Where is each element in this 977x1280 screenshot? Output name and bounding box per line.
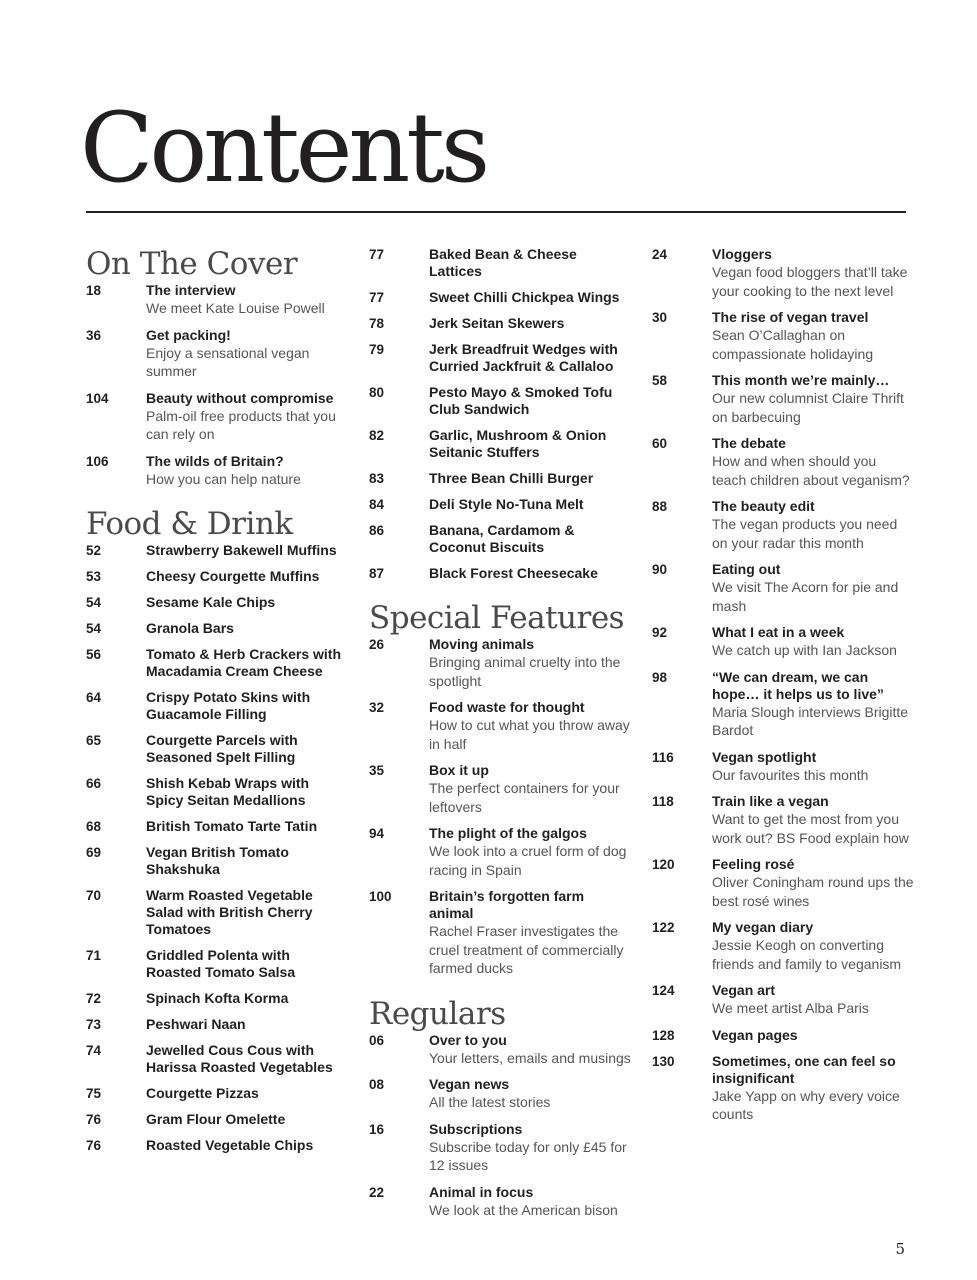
entry-page-number: 70 [86, 888, 102, 903]
entry-description: Sean O’Callaghan on compassionate holidaying [712, 327, 874, 362]
entry-body [146, 775, 348, 809]
contents-entry [86, 844, 348, 878]
entry-page-number: 32 [369, 700, 385, 715]
entry-description: We meet Kate Louise Powell [146, 300, 325, 316]
entry-body [146, 1111, 348, 1128]
entry-page-number: 73 [86, 1017, 102, 1032]
entry-title: The wilds of Britain? [146, 452, 284, 469]
entry-title: Feeling rosé [712, 856, 795, 872]
entry-description: The perfect containers for your leftovers [429, 780, 620, 815]
entry-body [429, 384, 631, 418]
entry-title: Garlic, Mushroom & Onion Seitanic Stuffers [429, 427, 607, 460]
contents-entry [652, 1053, 914, 1124]
entry-description: Our new columnist Claire Thrift on barbecuing [712, 390, 904, 425]
entry-title: Banana, Cardamom & Coconut Biscuits [429, 522, 575, 555]
entry-title: Courgette Parcels with Seasoned Spelt Filling [146, 732, 298, 765]
entry-page-number: 98 [652, 669, 668, 685]
contents-entry [369, 496, 631, 513]
contents-entry [369, 888, 631, 978]
section-on-the-cover [86, 246, 348, 488]
entry-page-number: 58 [652, 373, 668, 388]
entry-body [146, 1137, 348, 1154]
entry-body [429, 1076, 631, 1112]
entry-body [712, 309, 914, 363]
entry-title: Vloggers [712, 246, 772, 262]
entry-title: Sesame Kale Chips [146, 594, 276, 610]
contents-entry [652, 435, 914, 489]
title-divider [86, 211, 906, 213]
entry-page-number: 24 [652, 247, 668, 262]
entry-body [712, 624, 914, 660]
entry-description: Enjoy a sensational vegan summer [146, 344, 310, 379]
entry-body [429, 1184, 631, 1220]
entry-page-number: 56 [86, 647, 102, 662]
contents-entry [86, 1042, 348, 1076]
entry-body [146, 1016, 348, 1033]
contents-entry [86, 1085, 348, 1102]
entry-title: Vegan British Tomato Shakshuka [146, 844, 289, 877]
section-title: Special Features [369, 600, 625, 636]
entry-body [146, 818, 348, 835]
entry-page-number: 22 [369, 1184, 385, 1200]
entry-description: Want to get the most from you work out? BS Food explain how [712, 811, 909, 846]
entry-page-number: 72 [86, 991, 102, 1006]
contents-entry [652, 856, 914, 910]
entry-body [712, 498, 914, 552]
section-title: Regulars [369, 995, 506, 1032]
contents-entry [652, 669, 914, 740]
entry-body [429, 699, 631, 753]
contents-entry [369, 699, 631, 753]
entry-page-number: 26 [369, 637, 385, 652]
entry-description: Your letters, emails and musings [429, 1049, 631, 1066]
contents-entry [369, 522, 631, 556]
entry-body [146, 390, 348, 444]
entry-page-number: 94 [369, 826, 385, 841]
entry-body [146, 568, 348, 585]
entry-body [429, 522, 631, 556]
entry-title: Box it up [429, 762, 489, 778]
entry-description: How you can help nature [146, 470, 301, 487]
entry-title: The rise of vegan travel [712, 309, 869, 325]
entry-page-number: 08 [369, 1077, 385, 1092]
entry-body [146, 594, 348, 611]
entry-description: Maria Slough interviews Brigitte Bardot [712, 703, 909, 738]
contents-entry [86, 568, 348, 585]
contents-entry [369, 427, 631, 461]
entry-body [146, 689, 348, 723]
contents-entry [652, 372, 914, 426]
entry-body [712, 561, 914, 615]
entry-body [146, 282, 348, 318]
entry-description: Palm-oil free products that you can rely on [146, 407, 336, 442]
entry-page-number: 84 [369, 497, 385, 512]
entry-page-number: 79 [369, 342, 385, 357]
contents-column-1 [86, 246, 348, 1163]
contents-entry [369, 1121, 631, 1175]
entry-page-number: 06 [369, 1032, 385, 1048]
entry-body [712, 246, 914, 300]
entry-page-number: 87 [369, 566, 385, 581]
entry-title: What I eat in a week [712, 624, 845, 640]
entry-body [429, 470, 631, 487]
contents-entry [369, 289, 631, 306]
entry-body [712, 372, 914, 426]
entry-title: Get packing! [146, 326, 231, 343]
entry-description: We catch up with Ian Jackson [712, 642, 897, 658]
entry-page-number: 75 [86, 1086, 102, 1101]
entry-title: Granola Bars [146, 620, 234, 636]
entry-title: Food waste for thought [429, 699, 585, 715]
contents-entry [86, 689, 348, 723]
entry-body [712, 982, 914, 1018]
contents-entry [652, 561, 914, 615]
entry-page-number: 130 [652, 1053, 675, 1069]
entry-description: We look into a cruel form of dog racing in Spain [429, 843, 627, 878]
entry-title: The debate [712, 435, 786, 451]
entry-body [429, 888, 631, 978]
entry-body [429, 1121, 631, 1175]
entry-page-number: 88 [652, 499, 668, 514]
contents-entry [86, 1111, 348, 1128]
entry-title: Beauty without compromise [146, 389, 334, 406]
entry-page-number: 80 [369, 385, 385, 400]
entry-page-number: 53 [86, 569, 102, 584]
entry-page-number: 69 [86, 845, 102, 860]
contents-entry [369, 1032, 631, 1068]
entry-page-number: 65 [86, 733, 102, 748]
contents-entry [652, 982, 914, 1018]
contents-entry [652, 246, 914, 300]
entry-body [429, 341, 631, 375]
entry-page-number: 68 [86, 819, 102, 834]
entry-page-number: 36 [86, 327, 102, 343]
contents-entry [369, 762, 631, 816]
entry-page-number: 118 [652, 794, 674, 809]
contents-entry [369, 470, 631, 487]
entry-page-number: 92 [652, 625, 668, 640]
entry-page-number: 77 [369, 290, 385, 305]
entry-title: Britain’s forgotten farm animal [429, 888, 585, 921]
contents-entry [652, 749, 914, 785]
entry-page-number: 76 [86, 1138, 102, 1153]
entry-page-number: 64 [86, 690, 102, 705]
entry-page-number: 30 [652, 310, 668, 325]
entry-page-number: 54 [86, 595, 102, 610]
entry-body [146, 887, 348, 938]
entry-title: Eating out [712, 561, 781, 577]
contents-entry [369, 384, 631, 418]
contents-column-3 [652, 246, 914, 1133]
entry-title: Jewelled Cous Cous with Harissa Roasted Vegetables [146, 1042, 333, 1075]
section-continued [369, 246, 631, 582]
entry-title: Strawberry Bakewell Muffins [146, 542, 337, 558]
entry-page-number: 78 [369, 316, 385, 331]
entry-title: The plight of the galgos [429, 825, 587, 841]
entry-title: Cheesy Courgette Muffins [146, 568, 320, 584]
entry-page-number: 16 [369, 1121, 385, 1137]
contents-entry [86, 732, 348, 766]
contents-entry [86, 594, 348, 611]
page-title: Contents [80, 92, 487, 204]
contents-entry [369, 1076, 631, 1112]
contents-entry [652, 919, 914, 973]
entry-title: Gram Flour Omelette [146, 1111, 286, 1127]
entry-title: Moving animals [429, 636, 535, 652]
entry-title: Roasted Vegetable Chips [146, 1137, 314, 1153]
entry-body [429, 1032, 631, 1068]
contents-entry [369, 1184, 631, 1220]
contents-entry [86, 646, 348, 680]
entry-description: All the latest stories [429, 1094, 551, 1110]
entry-page-number: 120 [652, 857, 675, 872]
section-title: On The Cover [86, 246, 298, 282]
entry-body [146, 646, 348, 680]
entry-title: The interview [146, 282, 236, 298]
page-number: 5 [895, 1240, 905, 1258]
entry-body [146, 1042, 348, 1076]
entry-title: Vegan spotlight [712, 748, 817, 765]
entry-page-number: 35 [369, 763, 385, 778]
entry-page-number: 74 [86, 1043, 102, 1058]
entry-body [146, 542, 348, 559]
entry-title: The beauty edit [712, 498, 815, 514]
entry-body [429, 246, 631, 280]
entry-page-number: 60 [652, 436, 668, 451]
entry-title: My vegan diary [712, 919, 814, 935]
entry-title: Vegan pages [712, 1026, 798, 1043]
entry-body [146, 620, 348, 637]
entry-title: Vegan news [429, 1076, 510, 1092]
entry-page-number: 66 [86, 776, 102, 791]
entry-page-number: 122 [652, 920, 675, 935]
section-continued [652, 246, 914, 1124]
entry-title: Over to you [429, 1031, 507, 1048]
entry-body [429, 496, 631, 513]
entry-page-number: 100 [369, 889, 392, 904]
section-regulars [369, 996, 631, 1220]
entry-title: Crispy Potato Skins with Guacamole Filling [146, 689, 311, 722]
entry-title: Black Forest Cheesecake [429, 565, 598, 581]
contents-entry [652, 624, 914, 660]
contents-entry [652, 498, 914, 552]
entry-title: Shish Kebab Wraps with Spicy Seitan Medallions [146, 775, 310, 808]
contents-entry [86, 947, 348, 981]
entry-page-number: 128 [652, 1027, 675, 1043]
section-title: Food & Drink [86, 506, 293, 542]
entry-title: Deli Style No-Tuna Melt [429, 496, 584, 512]
contents-entry [652, 1027, 914, 1044]
entry-title: Baked Bean & Cheese Lattices [429, 246, 577, 279]
entry-description: How and when should you teach children about veganism? [712, 453, 910, 488]
entry-title: Pesto Mayo & Smoked Tofu Club Sandwich [429, 384, 613, 417]
entry-body [146, 844, 348, 878]
entry-page-number: 71 [86, 948, 102, 963]
entry-body [429, 289, 631, 306]
entry-page-number: 106 [86, 453, 109, 469]
entry-body [146, 1085, 348, 1102]
entry-description: Oliver Coningham round ups the best rosé wines [712, 874, 914, 909]
contents-entry [86, 542, 348, 559]
entry-description: We look at the American bison [429, 1201, 618, 1218]
entry-body [429, 565, 631, 582]
entry-description: Subscribe today for only £45 for 12 issues [429, 1138, 627, 1173]
entry-page-number: 116 [652, 749, 674, 765]
entry-page-number: 83 [369, 471, 385, 486]
contents-entry [86, 620, 348, 637]
contents-entry [86, 453, 348, 489]
entry-title: Spinach Kofta Korma [146, 990, 289, 1006]
entry-page-number: 86 [369, 523, 385, 538]
entry-description: We meet artist Alba Paris [712, 1000, 869, 1016]
entry-body [712, 856, 914, 910]
entry-body [146, 947, 348, 981]
contents-entry [86, 390, 348, 444]
entry-description: How to cut what you throw away in half [429, 717, 630, 752]
entry-title: Tomato & Herb Crackers with Macadamia Cream Cheese [146, 646, 342, 679]
entry-page-number: 82 [369, 428, 385, 443]
entry-page-number: 90 [652, 562, 668, 577]
entry-body [146, 453, 348, 489]
entry-title: Jerk Breadfruit Wedges with Curried Jackfruit & Callaloo [429, 341, 618, 374]
contents-entry [369, 315, 631, 332]
entry-title: Jerk Seitan Skewers [429, 315, 565, 331]
entry-title: Sometimes, one can feel so insignificant [712, 1052, 896, 1086]
entry-page-number: 18 [86, 283, 102, 298]
entry-title: Courgette Pizzas [146, 1085, 259, 1101]
contents-column-2 [369, 246, 631, 1228]
entry-title: Subscriptions [429, 1120, 523, 1137]
section-special-features [369, 600, 631, 978]
contents-entry [86, 990, 348, 1007]
entry-body [146, 990, 348, 1007]
contents-entry [369, 565, 631, 582]
contents-entry [652, 309, 914, 363]
entry-page-number: 124 [652, 983, 675, 998]
entry-body [712, 793, 914, 847]
entry-body [712, 1053, 914, 1124]
contents-entry [369, 341, 631, 375]
entry-page-number: 76 [86, 1112, 102, 1127]
entry-body [146, 327, 348, 381]
contents-entry [86, 282, 348, 318]
entry-page-number: 104 [86, 390, 109, 406]
entry-title: Train like a vegan [712, 793, 829, 809]
entry-description: Jessie Keogh on converting friends and family to veganism [712, 937, 902, 972]
entry-body [429, 636, 631, 690]
entry-description: Jake Yapp on why every voice counts [712, 1087, 900, 1122]
entry-description: Bringing animal cruelty into the spotlight [429, 654, 621, 689]
contents-entry [86, 1016, 348, 1033]
entry-body [429, 427, 631, 461]
entry-body [429, 825, 631, 879]
entry-title: British Tomato Tarte Tatin [146, 818, 318, 834]
contents-entry [86, 1137, 348, 1154]
entry-body [712, 919, 914, 973]
contents-entry [369, 825, 631, 879]
entry-page-number: 54 [86, 621, 102, 636]
contents-entry [86, 327, 348, 381]
entry-body [712, 1027, 914, 1044]
entry-title: Peshwari Naan [146, 1016, 246, 1032]
entry-title: Sweet Chilli Chickpea Wings [429, 289, 620, 305]
entry-description: Vegan food bloggers that’ll take your cooking to the next level [712, 264, 908, 299]
contents-entry [369, 246, 631, 280]
entry-title: “We can dream, we can hope… it helps us to live” [712, 668, 884, 702]
entry-body [429, 315, 631, 332]
section-food-drink [86, 506, 348, 1154]
entry-page-number: 77 [369, 247, 385, 262]
entry-body [712, 435, 914, 489]
entry-body [712, 669, 914, 740]
contents-entry [86, 818, 348, 835]
entry-page-number: 52 [86, 543, 102, 558]
entry-description: Rachel Fraser investigates the cruel treatment of commercially farmed ducks [429, 923, 624, 976]
entry-title: Animal in focus [429, 1183, 534, 1200]
entry-title: Vegan art [712, 982, 776, 998]
entry-description: We visit The Acorn for pie and mash [712, 579, 899, 614]
contents-entry [652, 793, 914, 847]
contents-entry [86, 887, 348, 938]
entry-body [146, 732, 348, 766]
entry-description: Our favourites this month [712, 766, 869, 783]
entry-body [712, 749, 914, 785]
entry-title: Griddled Polenta with Roasted Tomato Salsa [146, 947, 296, 980]
contents-entry [369, 636, 631, 690]
entry-body [429, 762, 631, 816]
entry-description: The vegan products you need on your radar this month [712, 516, 898, 551]
entry-title: Three Bean Chilli Burger [429, 470, 594, 486]
contents-entry [86, 775, 348, 809]
entry-title: This month we’re mainly… [712, 372, 890, 388]
entry-title: Warm Roasted Vegetable Salad with British Cherry Tomatoes [146, 887, 313, 937]
